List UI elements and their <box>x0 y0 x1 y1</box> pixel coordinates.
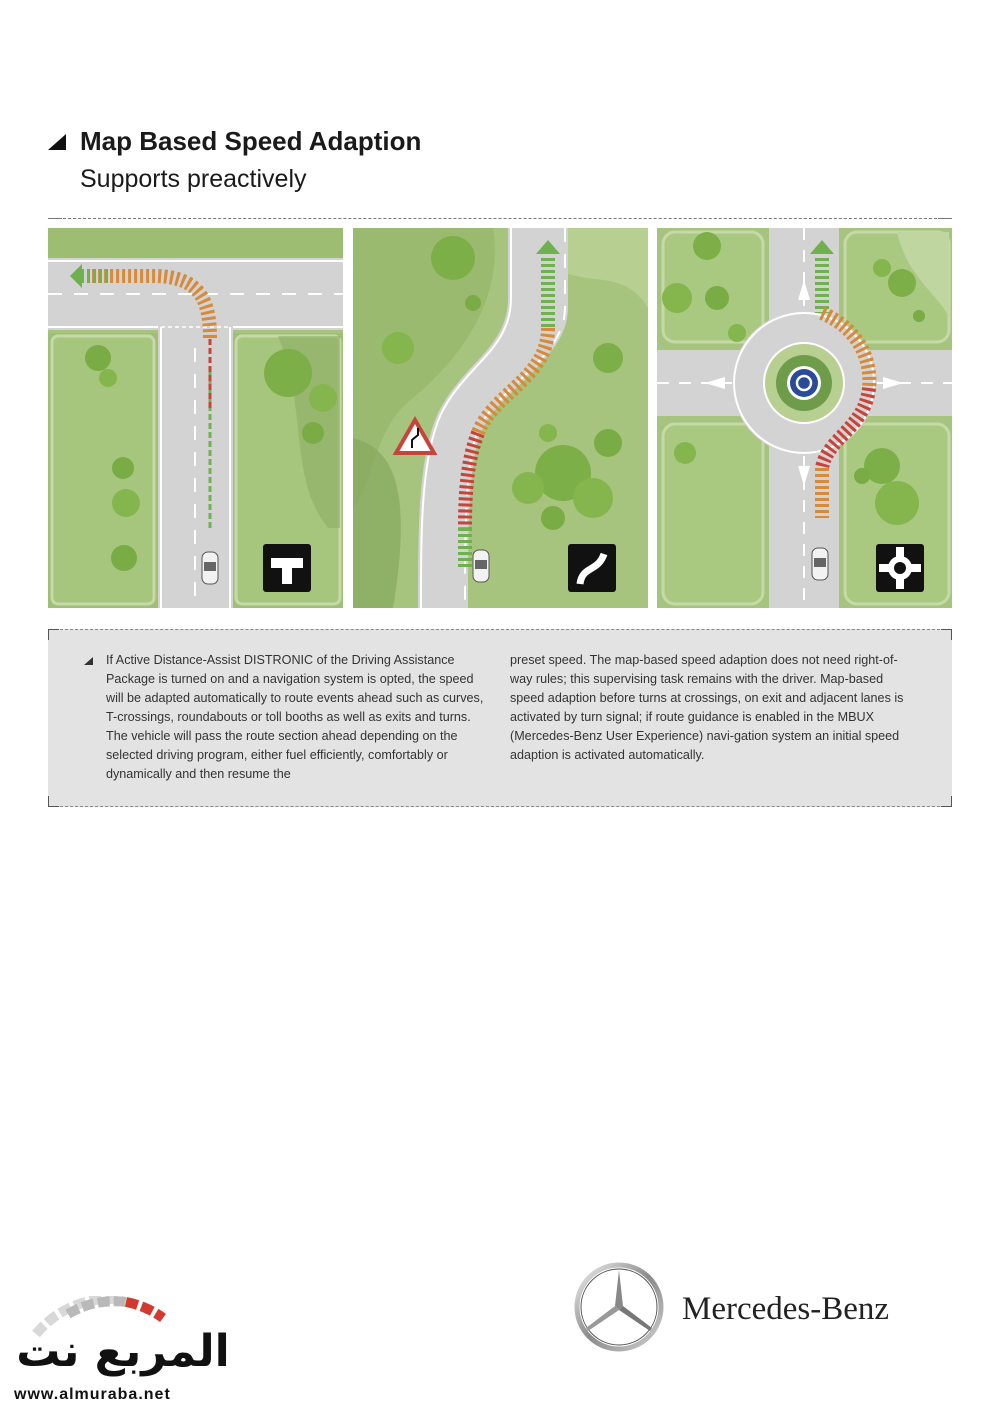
mercedes-star-icon <box>574 1262 664 1352</box>
website-url[interactable]: www.almuraba.net <box>14 1386 171 1403</box>
description-box <box>48 629 952 807</box>
page-subtitle: Supports preactively <box>80 165 307 193</box>
description-left-column: If Active Distance-Assist DISTRONIC of the Driving Assistance Package is turned on and a navigation system is opted, the speed will be adapted automatically to route events ahead such as curves, T-crossings, roundabouts or toll booths as well as exits and turns. The vehicle will pass the route section ahead depending on the selected driving program, either fuel efficiently, comfortably or dynamically and then resume the <box>106 653 484 781</box>
t-crossing-illustration <box>48 228 343 608</box>
divider <box>48 218 952 219</box>
section-triangle-icon <box>48 134 66 150</box>
bullet-triangle-icon <box>84 657 93 665</box>
curve-icon <box>568 544 616 592</box>
roundabout-sign <box>787 366 821 400</box>
page-title: Map Based Speed Adaption <box>80 126 422 156</box>
roundabout-icon <box>876 544 924 592</box>
description-right-column: preset speed. The map-based speed adaption does not need right-of-way rules; this supervising task remains with the driver. Map-based speed adaption before turns at crossings, on exit and adjacent lanes is activated by turn signal; if route guidance is enabled in the MBUX (Mercedes-Benz User Experience) navi-gation system an initial speed adaption is activated automatically. <box>510 653 904 762</box>
t-junction-icon <box>263 544 311 592</box>
roundabout-illustration <box>657 228 952 608</box>
arabic-brand-text: المربع نت <box>16 1326 230 1377</box>
mercedes-benz-wordmark: Mercedes-Benz <box>682 1291 890 1327</box>
curve-illustration <box>353 228 648 608</box>
